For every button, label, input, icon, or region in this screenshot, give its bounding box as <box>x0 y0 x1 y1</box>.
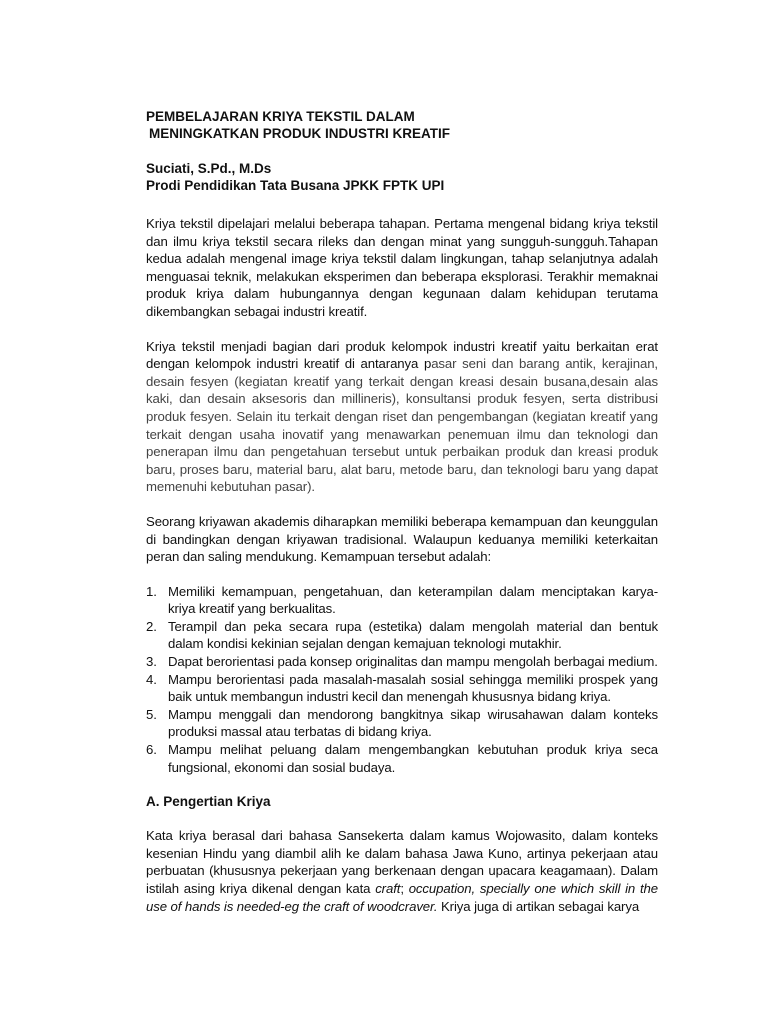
document-title <box>146 108 658 142</box>
list-text: Mampu berorientasi pada masalah-masalah sosial sehingga memiliki prospek yang baik untuk membangun industri kecil dan menengah khususnya bidang kriya. <box>168 671 658 705</box>
title-line-1: PEMBELAJARAN KRIYA TEKSTIL DALAM <box>146 109 415 124</box>
list-item <box>146 706 658 741</box>
paragraph-2 <box>146 338 658 496</box>
list-item <box>146 741 658 776</box>
list-text: Terampil dan peka secara rupa (estetika) dalam mengolah material dan bentuk dalam kondisi kekinian sejalan dengan kemajuan teknologi mutakhir. <box>168 618 658 652</box>
paragraph-3: Seorang kriyawan akademis diharapkan memiliki beberapa kemampuan dan keunggulan di bandingkan dengan kriyawan tradisional. Walaupun keduanya memiliki keterkaitan peran dan saling mendukung. Kemampuan tersebut adalah: <box>146 513 658 565</box>
paragraph-4-part-b: ; <box>400 881 409 896</box>
paragraph-2-part-b: asar seni dan barang antik, kerajinan, desain fesyen (kegiatan kreatif yang terkait dengan kreasi desain busana,desain alas kaki, dan desain aksesoris dan millineris), konsultansi produk fesyen, serta distribusi produk fesyen. Selain itu terkait dengan riset dan pengembangan (kegiatan kreatif yang terkait dengan usaha inovatif yang menawarkan penemuan ilmu dan teknologi dan penerapan ilmu dan pengetahuan tersebut untuk perbaikan produk dan kreasi produk baru, proses baru, material baru, alat baru, metode baru, dan teknologi baru yang dapat memenuhi kebutuhan pasar). <box>146 356 658 495</box>
list-number: 2. <box>146 618 157 634</box>
list-item <box>146 671 658 706</box>
paragraph-2-part-a: Kriya tekstil menjadi bagian dari produk kelompok industri kreatif yaitu berkaitan erat dengan kelompok industri kreatif di antaranya p <box>146 338 658 372</box>
list-text: Mampu melihat peluang dalam mengembangkan kebutuhan produk kriya seca fungsional, ekonomi dan sosial budaya. <box>168 742 658 775</box>
author-block <box>146 160 658 194</box>
section-heading: A. Pengertian Kriya <box>146 794 271 810</box>
paragraph-4-italic-1: craft <box>375 881 401 896</box>
paragraph-4-italic-2: occupation, specially one which skill in the use of hands is needed-eg the craft of woodcraver. <box>146 881 658 914</box>
paragraph-1: Kriya tekstil dipelajari melalui beberapa tahapan. Pertama mengenal bidang kriya tekstil dan ilmu kriya tekstil secara rileks dan dengan minat yang sungguh-sungguh.Tahapan kedua adalah mengenal image kriya tekstil dalam lingkungan, tahap selanjutnya adalah menguasai teknik, melakukan eksperimen dan beberapa eksplorasi. Terakhir memaknai produk kriya dalam hubungannya dengan kegunaan dalam kehidupan terutama dikembangkan sebagai industri kreatif. <box>146 216 658 319</box>
list-number: 4. <box>146 671 157 687</box>
paragraph-4-part-a: Kata kriya berasal dari bahasa Sansekerta dalam kamus Wojowasito, dalam konteks kesenian Hindu yang diambil alih ke dalam bahasa Jawa Kuno, artinya pekerjaan atau perbuatan (khususnya pekerjaan yang berkenaan dengan upacara keagamaan). Dalam istilah asing kriya dikenal dengan kata <box>146 828 658 896</box>
list-item <box>146 653 658 671</box>
abilities-list <box>146 583 658 777</box>
author-affiliation: Prodi Pendidikan Tata Busana JPKK FPTK UPI <box>146 178 445 193</box>
list-text: Mampu menggali dan mendorong bangkitnya sikap wirusahawan dalam konteks produksi massal atau terbatas di bidang kriya. <box>168 706 658 740</box>
list-item <box>146 618 658 653</box>
list-number: 3. <box>146 654 157 670</box>
author-name: Suciati, S.Pd., M.Ds <box>146 161 272 176</box>
list-number: 6. <box>146 742 157 758</box>
title-line-2: MENINGKATKAN PRODUK INDUSTRI KREATIF <box>149 126 450 141</box>
list-number: 1. <box>146 583 157 599</box>
list-item <box>146 583 658 618</box>
list-number: 5. <box>146 706 157 722</box>
list-text: Memiliki kemampuan, pengetahuan, dan keterampilan dalam menciptakan karya-kriya kreatif yang berkualitas. <box>168 583 658 617</box>
paragraph-4-part-c: Kriya juga di artikan sebagai karya <box>437 898 640 914</box>
paragraph-4 <box>146 827 658 915</box>
list-text: Dapat berorientasi pada konsep originalitas dan mampu mengolah berbagai medium. <box>168 654 658 670</box>
